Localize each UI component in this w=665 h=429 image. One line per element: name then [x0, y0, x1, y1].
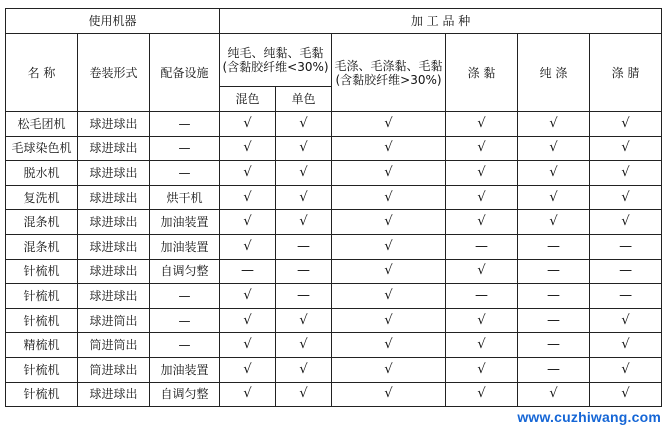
cell-name: 精梳机: [6, 333, 78, 358]
cell-blend: √: [332, 284, 446, 309]
cell-mixed: √: [220, 161, 276, 186]
header-polyester: 纯 涤: [518, 34, 590, 112]
cell-single: √: [276, 333, 332, 358]
cell-blend: √: [332, 185, 446, 210]
cell-polyviscose: √: [446, 185, 518, 210]
cell-polyviscose: √: [446, 112, 518, 137]
cell-blend: √: [332, 210, 446, 235]
table-row: [6, 210, 662, 235]
table-row: [6, 284, 662, 309]
table-row: [6, 259, 662, 284]
cell-name: 复洗机: [6, 185, 78, 210]
cell-mixed: √: [220, 210, 276, 235]
cell-package: 筒进筒出: [78, 333, 150, 358]
cell-name: 针梳机: [6, 357, 78, 382]
header-blend-line1: 毛涤、毛涤黏、毛黏: [334, 58, 443, 73]
cell-name: 松毛团机: [6, 112, 78, 137]
cell-name: 针梳机: [6, 259, 78, 284]
cell-polyviscose: √: [446, 259, 518, 284]
cell-blend: √: [332, 234, 446, 259]
table-row: [6, 185, 662, 210]
cell-polyester: √: [518, 136, 590, 161]
cell-single: —: [276, 234, 332, 259]
cell-equipment: —: [150, 136, 220, 161]
cell-equipment: —: [150, 112, 220, 137]
header-wool-line1: 纯毛、纯黏、毛黏: [227, 46, 324, 60]
cell-polyester: —: [518, 333, 590, 358]
cell-blend: √: [332, 161, 446, 186]
site-watermark: www.cuzhiwang.com: [517, 409, 661, 425]
cell-polyacrylic: √: [590, 333, 662, 358]
cell-single: √: [276, 136, 332, 161]
cell-equipment: —: [150, 308, 220, 333]
cell-equipment: 加油装置: [150, 357, 220, 382]
cell-mixed: √: [220, 234, 276, 259]
table-row: [6, 234, 662, 259]
cell-polyacrylic: √: [590, 382, 662, 407]
header-process-group: 加 工 品 种: [220, 9, 662, 34]
header-wool-line2: (含黏胶纤维<30%): [222, 60, 329, 74]
cell-package: 筒进球出: [78, 357, 150, 382]
cell-blend: √: [332, 333, 446, 358]
cell-single: √: [276, 161, 332, 186]
cell-single: √: [276, 382, 332, 407]
cell-blend: √: [332, 308, 446, 333]
cell-polyester: √: [518, 382, 590, 407]
cell-polyviscose: √: [446, 382, 518, 407]
header-wool: [220, 34, 332, 87]
cell-package: 球进球出: [78, 112, 150, 137]
header-package: 卷装形式: [78, 34, 150, 112]
cell-polyviscose: √: [446, 210, 518, 235]
cell-polyacrylic: √: [590, 161, 662, 186]
cell-equipment: 加油装置: [150, 234, 220, 259]
cell-mixed: √: [220, 284, 276, 309]
cell-mixed: √: [220, 112, 276, 137]
cell-polyviscose: √: [446, 308, 518, 333]
cell-single: √: [276, 308, 332, 333]
cell-blend: √: [332, 136, 446, 161]
cell-mixed: √: [220, 357, 276, 382]
table-row: [6, 382, 662, 407]
cell-polyester: √: [518, 185, 590, 210]
cell-polyacrylic: √: [590, 185, 662, 210]
cell-polyviscose: —: [446, 234, 518, 259]
cell-polyester: —: [518, 259, 590, 284]
cell-polyester: —: [518, 308, 590, 333]
cell-polyester: —: [518, 234, 590, 259]
cell-polyester: √: [518, 161, 590, 186]
cell-name: 针梳机: [6, 308, 78, 333]
cell-mixed: √: [220, 382, 276, 407]
header-polyacrylic: 涤 腈: [590, 34, 662, 112]
header-single: 单色: [276, 87, 332, 112]
cell-blend: √: [332, 357, 446, 382]
cell-package: 球进球出: [78, 161, 150, 186]
cell-single: √: [276, 210, 332, 235]
cell-name: 混条机: [6, 210, 78, 235]
table-row: [6, 308, 662, 333]
cell-package: 球进球出: [78, 136, 150, 161]
cell-mixed: —: [220, 259, 276, 284]
cell-polyacrylic: √: [590, 136, 662, 161]
cell-package: 球进筒出: [78, 308, 150, 333]
header-blend: [332, 34, 446, 112]
table-row: [6, 161, 662, 186]
cell-equipment: —: [150, 333, 220, 358]
cell-polyester: —: [518, 284, 590, 309]
cell-polyviscose: —: [446, 284, 518, 309]
cell-package: 球进球出: [78, 185, 150, 210]
cell-polyviscose: √: [446, 161, 518, 186]
table-row: [6, 136, 662, 161]
cell-package: 球进球出: [78, 259, 150, 284]
cell-equipment: —: [150, 161, 220, 186]
cell-package: 球进球出: [78, 210, 150, 235]
header-mixed: 混色: [220, 87, 276, 112]
cell-package: 球进球出: [78, 284, 150, 309]
cell-polyacrylic: √: [590, 308, 662, 333]
cell-equipment: 自调匀整: [150, 259, 220, 284]
cell-name: 针梳机: [6, 382, 78, 407]
header-equipment: 配备设施: [150, 34, 220, 112]
cell-blend: √: [332, 112, 446, 137]
cell-single: √: [276, 185, 332, 210]
header-blend-line2: (含黏胶纤维>30%): [335, 72, 442, 87]
cell-polyester: √: [518, 210, 590, 235]
cell-single: —: [276, 284, 332, 309]
cell-name: 毛球染色机: [6, 136, 78, 161]
cell-equipment: 自调匀整: [150, 382, 220, 407]
cell-blend: √: [332, 382, 446, 407]
cell-mixed: √: [220, 308, 276, 333]
cell-polyacrylic: √: [590, 357, 662, 382]
cell-single: √: [276, 357, 332, 382]
cell-single: —: [276, 259, 332, 284]
cell-equipment: 烘干机: [150, 185, 220, 210]
header-machine-group: 使用机器: [6, 9, 220, 34]
table-row: [6, 357, 662, 382]
cell-equipment: 加油装置: [150, 210, 220, 235]
table-row: [6, 333, 662, 358]
cell-polyviscose: √: [446, 136, 518, 161]
cell-mixed: √: [220, 185, 276, 210]
cell-name: 针梳机: [6, 284, 78, 309]
cell-polyacrylic: √: [590, 112, 662, 137]
table-row: [6, 112, 662, 137]
cell-equipment: —: [150, 284, 220, 309]
cell-name: 混条机: [6, 234, 78, 259]
cell-polyacrylic: —: [590, 234, 662, 259]
cell-polyacrylic: —: [590, 284, 662, 309]
cell-mixed: √: [220, 333, 276, 358]
cell-single: √: [276, 112, 332, 137]
cell-polyviscose: √: [446, 333, 518, 358]
cell-polyester: √: [518, 112, 590, 137]
cell-blend: √: [332, 259, 446, 284]
cell-polyester: —: [518, 357, 590, 382]
cell-polyviscose: √: [446, 357, 518, 382]
header-polyviscose: 涤 黏: [446, 34, 518, 112]
cell-package: 球进球出: [78, 234, 150, 259]
cell-package: 球进球出: [78, 382, 150, 407]
header-name: 名 称: [6, 34, 78, 112]
cell-name: 脱水机: [6, 161, 78, 186]
process-table: [5, 8, 662, 407]
cell-polyacrylic: √: [590, 210, 662, 235]
cell-polyacrylic: —: [590, 259, 662, 284]
cell-mixed: √: [220, 136, 276, 161]
